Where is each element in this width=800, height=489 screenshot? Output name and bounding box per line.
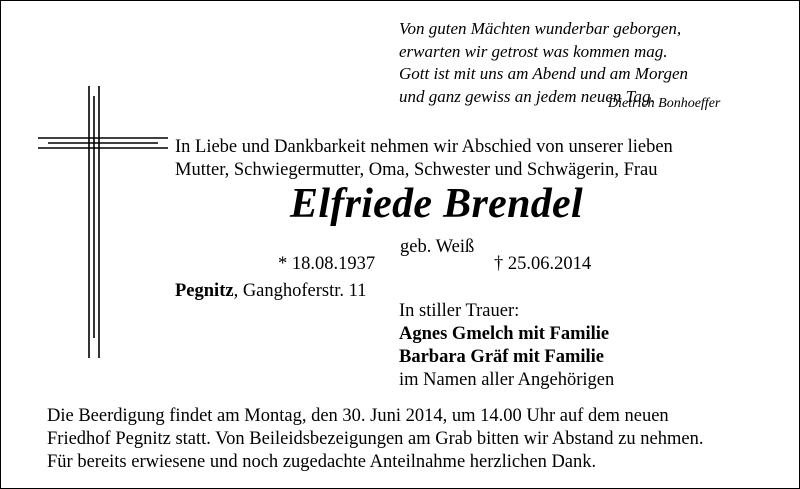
intro-line: In Liebe und Dankbarkeit nehmen wir Abschied von unserer lieben — [175, 137, 673, 157]
intro-text — [175, 136, 673, 182]
mourners-closing: im Namen aller Angehörigen — [399, 370, 615, 390]
funeral-info-line: Für bereits erwiesene und noch zugedachte Anteilnahme herzlichen Dank. — [47, 452, 597, 472]
deceased-name: Elfriede Brendel — [290, 181, 583, 227]
poem-line: und ganz gewiss an jedem neuen Tag. — [399, 86, 655, 106]
address — [175, 281, 366, 302]
mourners-heading: In stiller Trauer: — [399, 301, 520, 321]
cross-icon — [38, 86, 168, 358]
poem-line: erwarten wir getrost was kommen mag. — [399, 41, 668, 61]
funeral-info-line: Friedhof Pegnitz statt. Von Beileidsbezeigungen am Grab bitten wir Abstand zu nehmen. — [47, 429, 704, 449]
intro-line: Mutter, Schwiegermutter, Oma, Schwester und Schwägerin, Frau — [175, 160, 658, 180]
mourner-family: Barbara Gräf mit Familie — [399, 347, 604, 367]
poem-line: Gott ist mit uns am Abend und am Morgen — [399, 64, 688, 83]
funeral-info-line: Die Beerdigung findet am Montag, den 30. Juni 2014, um 14.00 Uhr auf dem neuen — [47, 406, 669, 426]
birth-name: geb. Weiß — [400, 237, 475, 257]
death-date: † 25.06.2014 — [494, 254, 592, 274]
funeral-info — [47, 405, 703, 474]
poem — [399, 18, 688, 108]
address-street: , Ganghoferstr. 11 — [233, 281, 367, 301]
mourners — [399, 300, 614, 392]
address-town: Pegnitz — [175, 281, 234, 301]
poem-line: Von guten Mächten wunderbar geborgen, — [399, 19, 682, 38]
birth-date: * 18.08.1937 — [278, 254, 376, 274]
mourner-family: Agnes Gmelch mit Familie — [399, 324, 610, 344]
poem-author: Dietrich Bonhoeffer — [608, 96, 721, 111]
